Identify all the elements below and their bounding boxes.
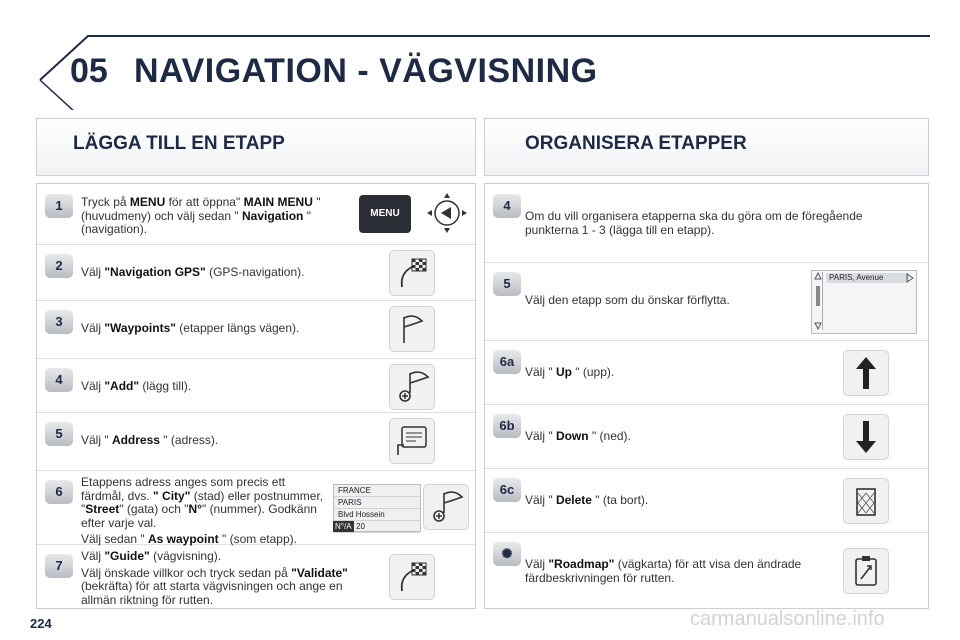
delete-icon[interactable] bbox=[843, 478, 889, 524]
step-keyword: Address bbox=[111, 433, 160, 447]
step-text: (vägkarta) för att visa den ändrade färdbeskrivningen för rutten. bbox=[525, 557, 802, 585]
step-description bbox=[81, 266, 371, 280]
step-text: Välj bbox=[81, 265, 105, 279]
step-description bbox=[81, 434, 371, 448]
step-badge: 6c bbox=[493, 478, 521, 502]
step-text: " (nummer). Godkänn efter varje val. bbox=[81, 502, 317, 530]
step-badge: 5 bbox=[45, 422, 73, 446]
step-keyword: Down bbox=[555, 429, 589, 443]
address-form-row[interactable]: Blvd Hossein bbox=[334, 509, 420, 521]
left-step-4 bbox=[37, 358, 475, 413]
step-text: (vägvisning). bbox=[149, 549, 222, 563]
page-number: 224 bbox=[30, 616, 52, 631]
step-text: Välj den etapp som du önskar förflytta. bbox=[525, 293, 730, 307]
play-icon[interactable] bbox=[906, 273, 914, 283]
step-badge: 6a bbox=[493, 350, 521, 374]
page-title: NAVIGATION - VÄGVISNING bbox=[134, 52, 598, 90]
right-step-6b bbox=[485, 404, 928, 469]
step-text: " (ned). bbox=[588, 429, 631, 443]
step-keyword: Navigation bbox=[242, 208, 304, 223]
step-text: (stad) eller postnummer, " bbox=[81, 488, 324, 516]
guide-icon[interactable] bbox=[389, 554, 435, 600]
step-text: (etapper längs vägen). bbox=[175, 321, 300, 335]
step-keyword: Delete bbox=[555, 493, 592, 507]
step-text: Tryck på bbox=[81, 195, 130, 209]
address-form bbox=[333, 484, 421, 532]
right-step-6a bbox=[485, 340, 928, 405]
watermark: carmanualsonline.info bbox=[690, 608, 885, 630]
step-text: (GPS-navigation). bbox=[205, 265, 305, 279]
left-step-3 bbox=[37, 300, 475, 359]
step-text: " (gata) och " bbox=[119, 502, 189, 516]
joystick-icon[interactable] bbox=[425, 190, 469, 236]
step-text: Välj " bbox=[525, 365, 556, 379]
step-text: Välj bbox=[81, 549, 105, 563]
step-description bbox=[525, 558, 815, 585]
address-form-row[interactable]: PARIS bbox=[334, 497, 420, 509]
page-header bbox=[0, 0, 960, 110]
step-keyword: "Add" bbox=[104, 379, 140, 393]
step-text: Välj bbox=[81, 321, 105, 335]
step-keyword: "Validate" bbox=[291, 565, 348, 580]
step-badge: 4 bbox=[45, 368, 73, 392]
step-text: Välj bbox=[525, 557, 549, 571]
chapter-number: 05 bbox=[70, 52, 108, 90]
step-text: Välj " bbox=[525, 429, 556, 443]
step-keyword: " City" bbox=[153, 488, 191, 503]
step-badge: 2 bbox=[45, 254, 73, 278]
step-text: Välj " bbox=[525, 493, 556, 507]
step-description bbox=[81, 380, 371, 394]
right-steps-column bbox=[484, 183, 929, 609]
step-badge: 1 bbox=[45, 194, 73, 218]
address-form-row[interactable]: N°/A 20 bbox=[334, 521, 420, 533]
as-waypoint-icon[interactable] bbox=[423, 484, 469, 530]
step-badge: 6b bbox=[493, 414, 521, 438]
left-heading-text: LÄGGA TILL EN ETAPP bbox=[73, 133, 285, 154]
left-step-5 bbox=[37, 412, 475, 471]
waypoint-item[interactable]: PARIS, Avenue bbox=[826, 273, 909, 283]
step-description bbox=[81, 550, 371, 607]
step-description bbox=[525, 430, 815, 444]
step-keyword: MENU bbox=[129, 195, 166, 209]
step-text: för att öppna" bbox=[165, 195, 244, 209]
address-icon[interactable] bbox=[389, 418, 435, 464]
step-text: " (huvudmeny) och välj sedan " bbox=[81, 195, 321, 223]
waypoints-flag-icon[interactable] bbox=[389, 306, 435, 352]
step-badge: 4 bbox=[493, 194, 521, 218]
roadmap-icon[interactable] bbox=[843, 548, 889, 594]
add-waypoint-icon[interactable] bbox=[389, 364, 435, 410]
right-step-4 bbox=[485, 184, 928, 263]
step-keyword: Street bbox=[85, 502, 120, 516]
step-keyword: Up bbox=[555, 365, 572, 379]
address-form-row[interactable]: FRANCE bbox=[334, 485, 420, 497]
step-description bbox=[81, 476, 331, 547]
navigation-gps-icon[interactable] bbox=[389, 250, 435, 296]
right-step-5 bbox=[485, 262, 928, 341]
number-label: N°/A bbox=[335, 522, 352, 531]
right-section-heading bbox=[484, 118, 929, 176]
step-description bbox=[525, 210, 895, 237]
up-arrow-icon[interactable] bbox=[843, 350, 889, 396]
step-description bbox=[81, 322, 371, 336]
step-keyword: "Guide" bbox=[104, 549, 150, 563]
step-badge: 5 bbox=[493, 272, 521, 296]
step-keyword: "Navigation GPS" bbox=[104, 265, 206, 279]
left-steps-column bbox=[36, 183, 476, 609]
step-text: " (upp). bbox=[571, 365, 615, 379]
step-keyword: "Waypoints" bbox=[104, 321, 176, 335]
left-step-2 bbox=[37, 244, 475, 301]
left-section-heading bbox=[36, 118, 476, 176]
waypoint-list-screen bbox=[811, 270, 917, 334]
step-badge: 7 bbox=[45, 554, 73, 578]
right-step-✺ bbox=[485, 532, 928, 608]
scrollbar[interactable] bbox=[814, 272, 823, 330]
left-step-1 bbox=[37, 184, 475, 245]
step-text: Välj önskade villkor och tryck sedan på bbox=[81, 565, 292, 580]
step-badge: 6 bbox=[45, 480, 73, 504]
step-text: Etappens adress anges som precis ett färdmål, dvs. bbox=[81, 475, 286, 503]
step-description bbox=[525, 366, 815, 380]
step-keyword: MAIN MENU bbox=[243, 195, 313, 209]
step-keyword: "Roadmap" bbox=[548, 557, 615, 571]
step-text: " (navigation). bbox=[81, 208, 311, 236]
step-text: " (som etapp). bbox=[218, 532, 297, 546]
menu-button[interactable]: MENU bbox=[359, 195, 411, 233]
step-keyword: As waypoint bbox=[147, 532, 219, 546]
step-badge: 3 bbox=[45, 310, 73, 334]
down-arrow-icon[interactable] bbox=[843, 414, 889, 460]
right-step-6c bbox=[485, 468, 928, 533]
step-text: Välj sedan " bbox=[81, 532, 148, 546]
step-text: " (ta bort). bbox=[591, 493, 649, 507]
step-description bbox=[525, 494, 815, 508]
left-step-7 bbox=[37, 544, 475, 608]
step-text: (lägg till). bbox=[139, 379, 192, 393]
step-keyword: N° bbox=[188, 502, 202, 516]
right-heading-text: ORGANISERA ETAPPER bbox=[525, 133, 747, 154]
step-description bbox=[81, 196, 351, 237]
step-text: Välj bbox=[81, 379, 105, 393]
step-description bbox=[525, 294, 815, 308]
step-badge: ✺ bbox=[493, 542, 521, 566]
step-text: Välj " bbox=[81, 433, 112, 447]
step-text: " (adress). bbox=[159, 433, 219, 447]
step-text: Om du vill organisera etapperna ska du göra om de föregående punkterna 1 - 3 (lägga till en etapp). bbox=[525, 209, 863, 237]
step-text: (bekräfta) för att starta vägvisningen och ange en allmän riktning för rutten. bbox=[81, 579, 343, 607]
left-step-6 bbox=[37, 470, 475, 545]
